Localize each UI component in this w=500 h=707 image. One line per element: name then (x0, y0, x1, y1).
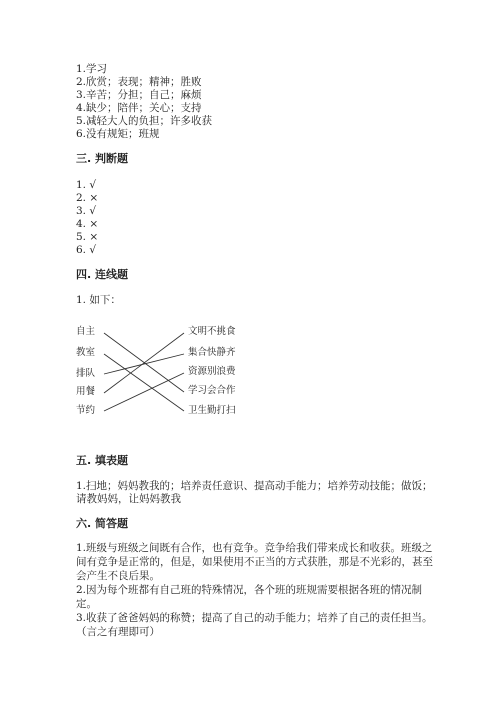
answer-line: 间有竞争是正常的，但是，如果使用不正当的方式获胜，那是不光彩的，甚至 (76, 556, 433, 568)
left-item: 自主 (76, 326, 96, 337)
answer-line: 2.因为每个班都有自己班的特殊情况，各个班的班规需要根据各班的情况制 (76, 584, 423, 596)
answer-line: 1.扫地；妈妈教我的；培养责任意识、提高动手能力；培养劳动技能；做饭； (76, 480, 433, 492)
section-heading-short-answer: 六. 简答题 (76, 517, 129, 530)
answer-line: 2.欣赏；表现；精神；胜败 (76, 76, 202, 88)
left-item: 节约 (76, 405, 96, 416)
answer-line: 1.班级与班级之间既有合作，也有竞争。竞争给我们带来成长和收获。班级之 (76, 542, 433, 554)
right-item: 学习会合作 (188, 385, 236, 396)
answer-line: 请教妈妈，让妈妈教我 (76, 493, 181, 505)
answer-line: 1.学习 (76, 63, 108, 75)
answer-line: 6.没有规矩；班规 (76, 128, 160, 140)
match-connector-line (104, 354, 184, 374)
answer-line: 5.减轻大人的负担；许多收获 (76, 115, 213, 127)
match-connector-line (104, 373, 184, 411)
right-item: 卫生勤打扫 (188, 405, 236, 416)
section-heading-matching: 四. 连线题 (76, 268, 129, 281)
right-item: 集合快静齐 (188, 347, 236, 358)
match-connector-line (104, 354, 184, 411)
left-item: 教室 (76, 347, 96, 358)
answer-line: 会产生不良后果。 (76, 570, 160, 582)
answer-line: 6. √ (76, 244, 97, 256)
answer-line: 4. × (76, 218, 99, 230)
match-connector-line (104, 333, 184, 393)
answer-line: 3. √ (76, 205, 97, 217)
answer-line: 5. × (76, 231, 99, 243)
answer-line: 2. × (76, 192, 99, 204)
right-item: 文明不挑食 (188, 326, 236, 337)
answer-line: 1. √ (76, 179, 97, 191)
section-heading-fill-table: 五. 填表题 (76, 454, 129, 467)
left-item: 用餐 (76, 386, 96, 397)
section-heading-judgement: 三. 判断题 (76, 152, 129, 165)
right-item: 资源别浪费 (188, 366, 236, 377)
answer-line: 3.辛苦；分担；自己；麻烦 (76, 89, 202, 101)
answer-line: 3.收获了爸爸妈妈的称赞；提高了自己的动手能力；培养了自己的责任担当。 (76, 612, 433, 624)
answer-line: 4.缺少；陪伴；关心；支持 (76, 102, 202, 114)
match-connector-line (104, 333, 184, 392)
answer-line: 定。 (76, 598, 97, 610)
left-item: 排队 (76, 368, 96, 379)
answer-line: （言之有理即可） (76, 626, 160, 638)
matching-intro: 1. 如下： (76, 294, 121, 306)
